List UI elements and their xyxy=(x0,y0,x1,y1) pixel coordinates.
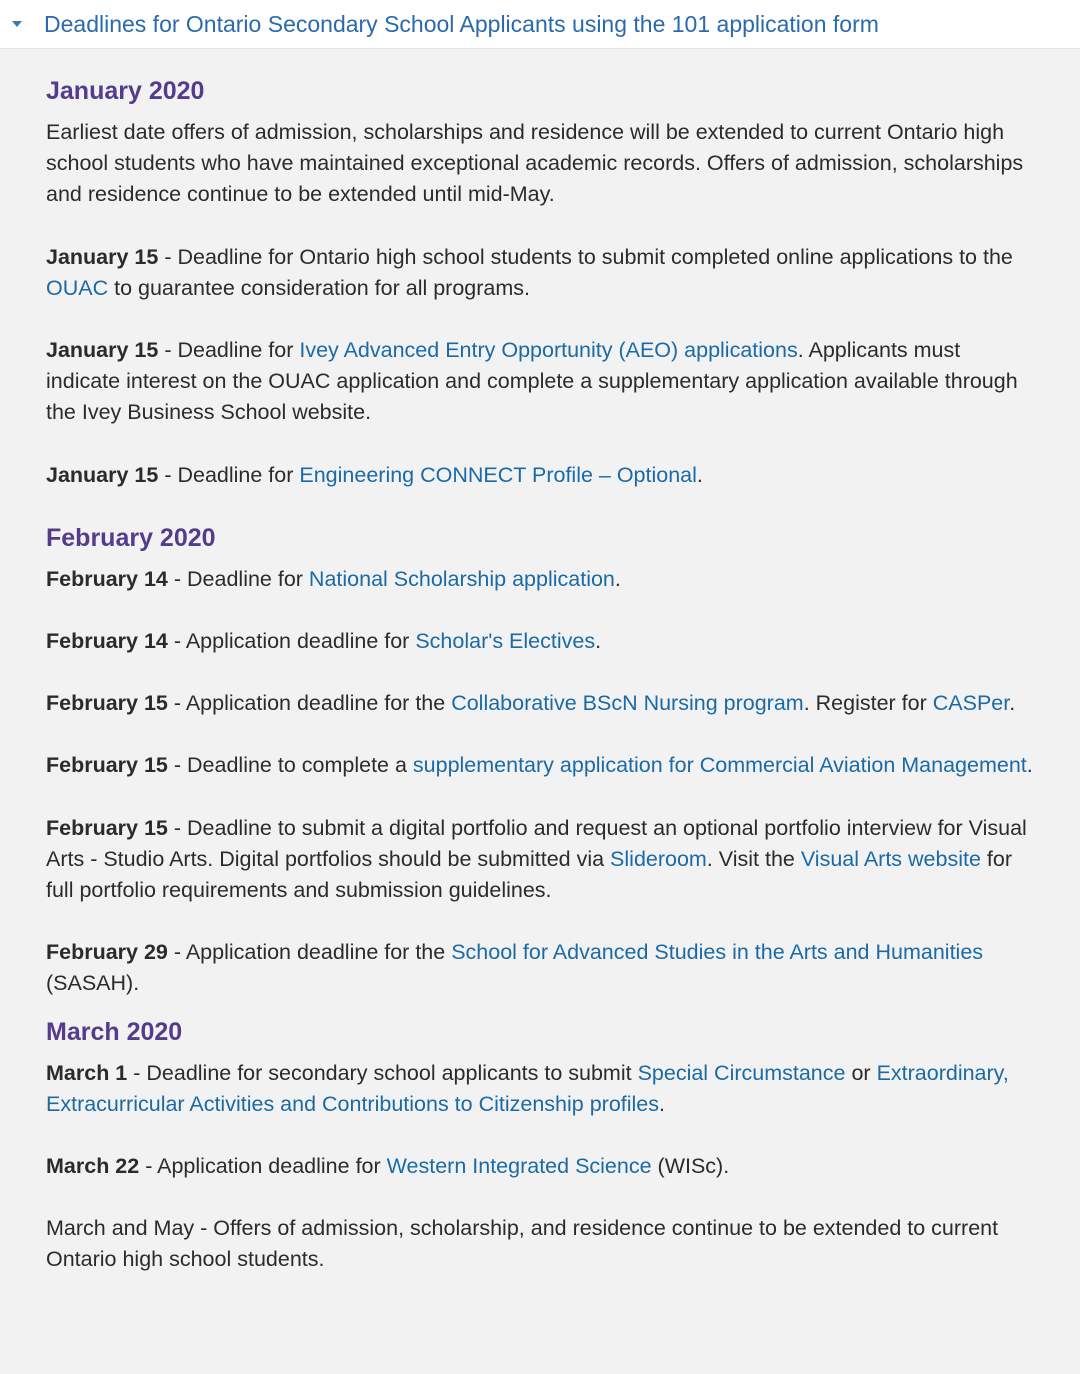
month-heading-march: March 2020 xyxy=(46,1017,183,1046)
deadline-text: - Deadline to complete a xyxy=(167,753,413,778)
deadline-date: February 14 xyxy=(46,566,168,591)
deadline-text: . xyxy=(614,566,621,591)
engineering-connect-link[interactable]: Engineering CONNECT Profile – Optional xyxy=(299,462,697,487)
bscn-nursing-link[interactable]: Collaborative BScN Nursing program xyxy=(451,691,804,716)
sasah-link[interactable]: School for Advanced Studies in the Arts and Humanities xyxy=(451,940,984,965)
deadline-date: March 22 xyxy=(46,1154,140,1179)
casper-link[interactable]: CASPer xyxy=(932,691,1010,716)
deadline-item xyxy=(46,626,1034,657)
deadline-text: - Application deadline for xyxy=(167,629,416,654)
deadline-text: . xyxy=(595,629,602,654)
deadline-text: for full portfolio requirements and submission guidelines. xyxy=(46,846,1012,903)
commercial-aviation-link[interactable]: supplementary application for Commercial Aviation Management xyxy=(412,753,1027,778)
deadline-item xyxy=(46,813,1034,907)
national-scholarship-link[interactable]: National Scholarship application xyxy=(308,566,615,591)
march-may-text: March and May - Offers of admission, scholarship, and residence continue to be extended to current Ontario high school students. xyxy=(46,1216,999,1272)
deadline-date: February 29 xyxy=(46,940,168,965)
deadline-text: . xyxy=(1026,753,1033,778)
section-header[interactable] xyxy=(0,0,1080,49)
deadline-date: March 1 xyxy=(46,1060,128,1085)
deadline-date: January 15 xyxy=(46,244,159,269)
deadline-text: . Register for xyxy=(803,691,933,716)
ivey-aeo-link[interactable]: Ivey Advanced Entry Opportunity (AEO) applications xyxy=(299,338,798,363)
deadline-text: - Deadline for Ontario high school students to submit completed online applications to the xyxy=(158,244,1013,269)
western-integrated-science-link[interactable]: Western Integrated Science xyxy=(386,1154,652,1179)
deadline-text: - Deadline to submit a digital portfolio and request an optional portfolio interview for Visual Arts - Studio Arts. Digital portfolios should be submitted via xyxy=(46,815,1027,871)
deadline-item xyxy=(46,937,1034,999)
deadline-text: - Application deadline for the xyxy=(167,940,452,965)
section-header-title[interactable]: Deadlines for Ontario Secondary School Applicants using the 101 application form xyxy=(44,10,879,37)
deadline-text: . xyxy=(696,462,703,487)
deadline-text: - Application deadline for xyxy=(139,1154,387,1179)
deadline-item xyxy=(46,1151,1034,1182)
month-heading-february: February 2020 xyxy=(46,523,216,552)
extraordinary-profiles-link[interactable]: Extraordinary, Extracurricular Activities and Contributions to Citizenship profiles xyxy=(46,1060,1009,1116)
deadline-text: - Application deadline for the xyxy=(167,691,452,716)
deadline-item xyxy=(46,688,1034,719)
deadline-text: (WISc). xyxy=(651,1154,730,1179)
deadline-text: . xyxy=(659,1091,665,1116)
deadline-text: . Visit the xyxy=(706,846,801,871)
deadline-item xyxy=(46,750,1034,781)
deadline-date: January 15 xyxy=(46,338,159,363)
visual-arts-website-link[interactable]: Visual Arts website xyxy=(800,846,981,871)
deadline-date: January 15 xyxy=(46,462,159,487)
january-intro-text: Earliest date offers of admission, scholarships and residence will be extended to current Ontario high school students who have maintained exceptional academic records. Offers of admission, scholarships and residence continue to be extended until mid-May. xyxy=(46,120,1024,207)
deadline-text: (SASAH). xyxy=(46,971,140,996)
deadline-item xyxy=(46,460,1034,491)
deadline-item xyxy=(46,242,1034,304)
deadline-text: - Deadline for xyxy=(158,338,300,363)
slideroom-link[interactable]: Slideroom xyxy=(610,846,707,871)
deadline-text: . xyxy=(1009,691,1016,716)
deadline-date: February 15 xyxy=(46,753,168,778)
deadline-text: - Deadline for xyxy=(158,462,300,487)
ouac-link[interactable]: OUAC xyxy=(46,275,109,300)
deadline-item xyxy=(46,335,1034,429)
caret-down-icon[interactable] xyxy=(12,21,22,27)
march-may-note xyxy=(46,1213,1034,1275)
deadline-item xyxy=(46,1058,1034,1120)
deadline-text: or xyxy=(845,1060,877,1085)
deadline-text: - Deadline for xyxy=(167,566,309,591)
deadline-text: to guarantee consideration for all programs. xyxy=(108,275,530,300)
month-heading-january: January 2020 xyxy=(46,77,205,105)
deadline-item xyxy=(46,564,1034,595)
deadline-text: - Deadline for secondary school applicants to submit xyxy=(127,1060,638,1085)
deadline-date: February 15 xyxy=(46,691,168,716)
deadline-text: . Applicants must indicate interest on the OUAC application and complete a supplementary application available through the Ivey Business School website. xyxy=(46,338,1018,425)
deadlines-content xyxy=(0,49,1080,1276)
deadline-date: February 15 xyxy=(46,815,168,840)
deadline-date: February 14 xyxy=(46,629,168,654)
scholars-electives-link[interactable]: Scholar's Electives xyxy=(415,629,596,654)
special-circumstance-link[interactable]: Special Circumstance xyxy=(637,1060,846,1085)
january-intro xyxy=(46,117,1034,211)
